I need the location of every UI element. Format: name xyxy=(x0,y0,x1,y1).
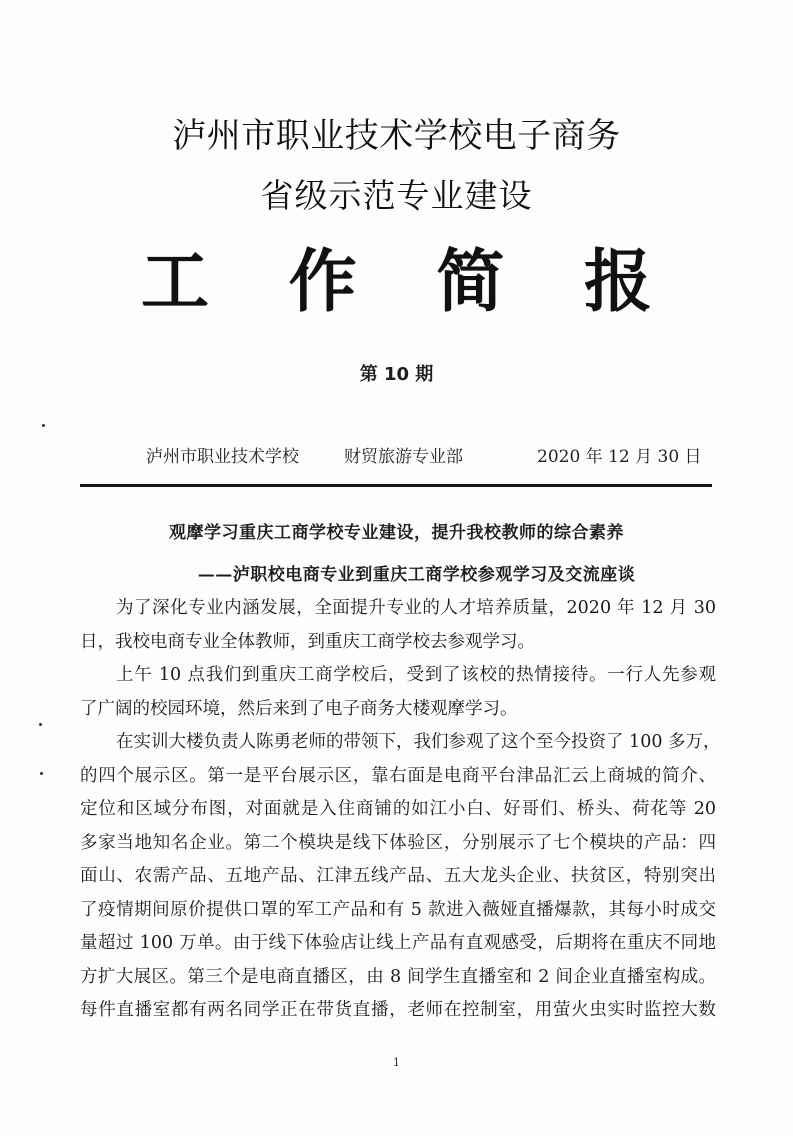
paragraph-3-line: 了疫情期间原价提供口罩的军工产品和有 5 款进入薇娅直播爆款，其每小时成交 xyxy=(80,899,716,920)
scan-speck xyxy=(42,424,45,427)
paragraph-3-line: 量超过 100 万单。由于线下体验店让线上产品有直观感受，后期将在重庆不同地 xyxy=(80,933,716,953)
paragraph-3-line: 的四个展示区。第一是平台展示区，靠右面是电商平台津品汇云上商城的简介、 xyxy=(80,765,716,786)
scan-speck xyxy=(39,723,42,726)
issue-date: 2020 年 12 月 30 日 xyxy=(537,447,702,467)
paragraph-1-line: 为了深化专业内涵发展，全面提升专业的人才培养质量，2020 年 12 月 30 xyxy=(116,598,716,618)
paragraph-3-line: 面山、农需产品、五地产品、江津五线产品、五大龙头企业、扶贫区，特别突出 xyxy=(80,866,716,886)
issuer-school: 泸州市职业技术学校 xyxy=(146,447,299,467)
paragraph-2-line: 了广阔的校园环境，然后来到了电子商务大楼观摩学习。 xyxy=(80,698,518,719)
header-divider xyxy=(80,484,712,487)
paragraph-3-line: 方扩大展区。第三个是电商直播区，由 8 间学生直播室和 2 间企业直播室构成。 xyxy=(80,966,716,987)
report-title-main: 工 作 简 报 xyxy=(140,243,681,322)
page-number: 1 xyxy=(393,1056,400,1069)
scan-speck xyxy=(40,772,43,775)
issue-number: 第 10 期 xyxy=(359,364,434,385)
paragraph-3-line: 多家当地知名企业。第二个模块是线下体验区，分别展示了七个模块的产品：四 xyxy=(80,832,716,853)
paragraph-3-line: 每件直播室都有两名同学正在带货直播，老师在控制室，用萤火虫实时监控大数 xyxy=(80,1000,716,1020)
paragraph-1-line: 日，我校电商专业全体教师，到重庆工商学校去参观学习。 xyxy=(80,631,535,652)
paragraph-2-line: 上午 10 点我们到重庆工商学校后，受到了该校的热情接待。一行人先参观 xyxy=(116,665,716,685)
article-body xyxy=(80,592,721,1028)
issuer-department: 财贸旅游专业部 xyxy=(344,447,463,467)
paragraph-3-line: 定位和区域分布图，对面就是入住商铺的如江小白、好哥们、桥头、荷花等 20 xyxy=(80,799,716,819)
article-subtitle: ——泸职校电商专业到重庆工商学校参观学习及交流座谈 xyxy=(197,565,636,585)
article-title: 观摩学习重庆工商学校专业建设，提升我校教师的综合素养 xyxy=(169,523,624,543)
paragraph-3-line: 在实训大楼负责人陈勇老师的带领下，我们参观了这个至今投资了 100 多万， xyxy=(116,732,721,752)
report-title-line-1: 泸州市职业技术学校电子商务 xyxy=(172,116,621,156)
report-title-line-2: 省级示范专业建设 xyxy=(260,176,533,215)
